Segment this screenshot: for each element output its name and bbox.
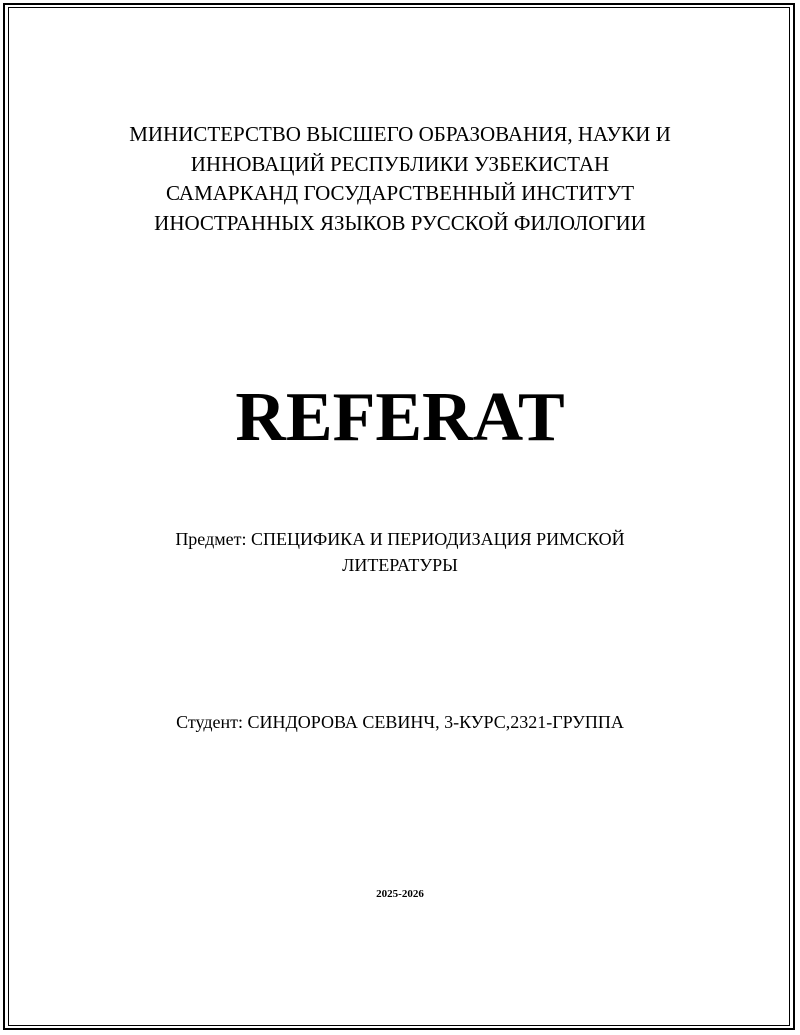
academic-year: 2025-2026: [376, 888, 424, 900]
institution-line: ИННОВАЦИЙ РЕСПУБЛИКИ УЗБЕКИСТАН: [190, 151, 610, 176]
institution-line: МИНИСТЕРСТВО ВЫСШЕГО ОБРАЗОВАНИЯ, НАУКИ И: [129, 122, 671, 146]
document-title: REFERAT: [235, 379, 565, 456]
institution-line: ИНОСТРАННЫХ ЯЗЫКОВ РУССКОЙ ФИЛОЛОГИИ: [154, 210, 646, 235]
subject-line: Предмет: СПЕЦИФИКА И ПЕРИОДИЗАЦИЯ РИМСКОЙ: [175, 529, 625, 549]
subject-block: [0, 526, 800, 578]
student-info: Студент: СИНДОРОВА СЕВИНЧ, 3-КУРС,2321-ГРУППА: [176, 712, 624, 732]
institution-line: САМАРКАНД ГОСУДАРСТВЕННЫЙ ИНСТИТУТ: [165, 181, 635, 205]
institution-header: [0, 120, 800, 238]
subject-line: ЛИТЕРАТУРЫ: [342, 555, 458, 575]
